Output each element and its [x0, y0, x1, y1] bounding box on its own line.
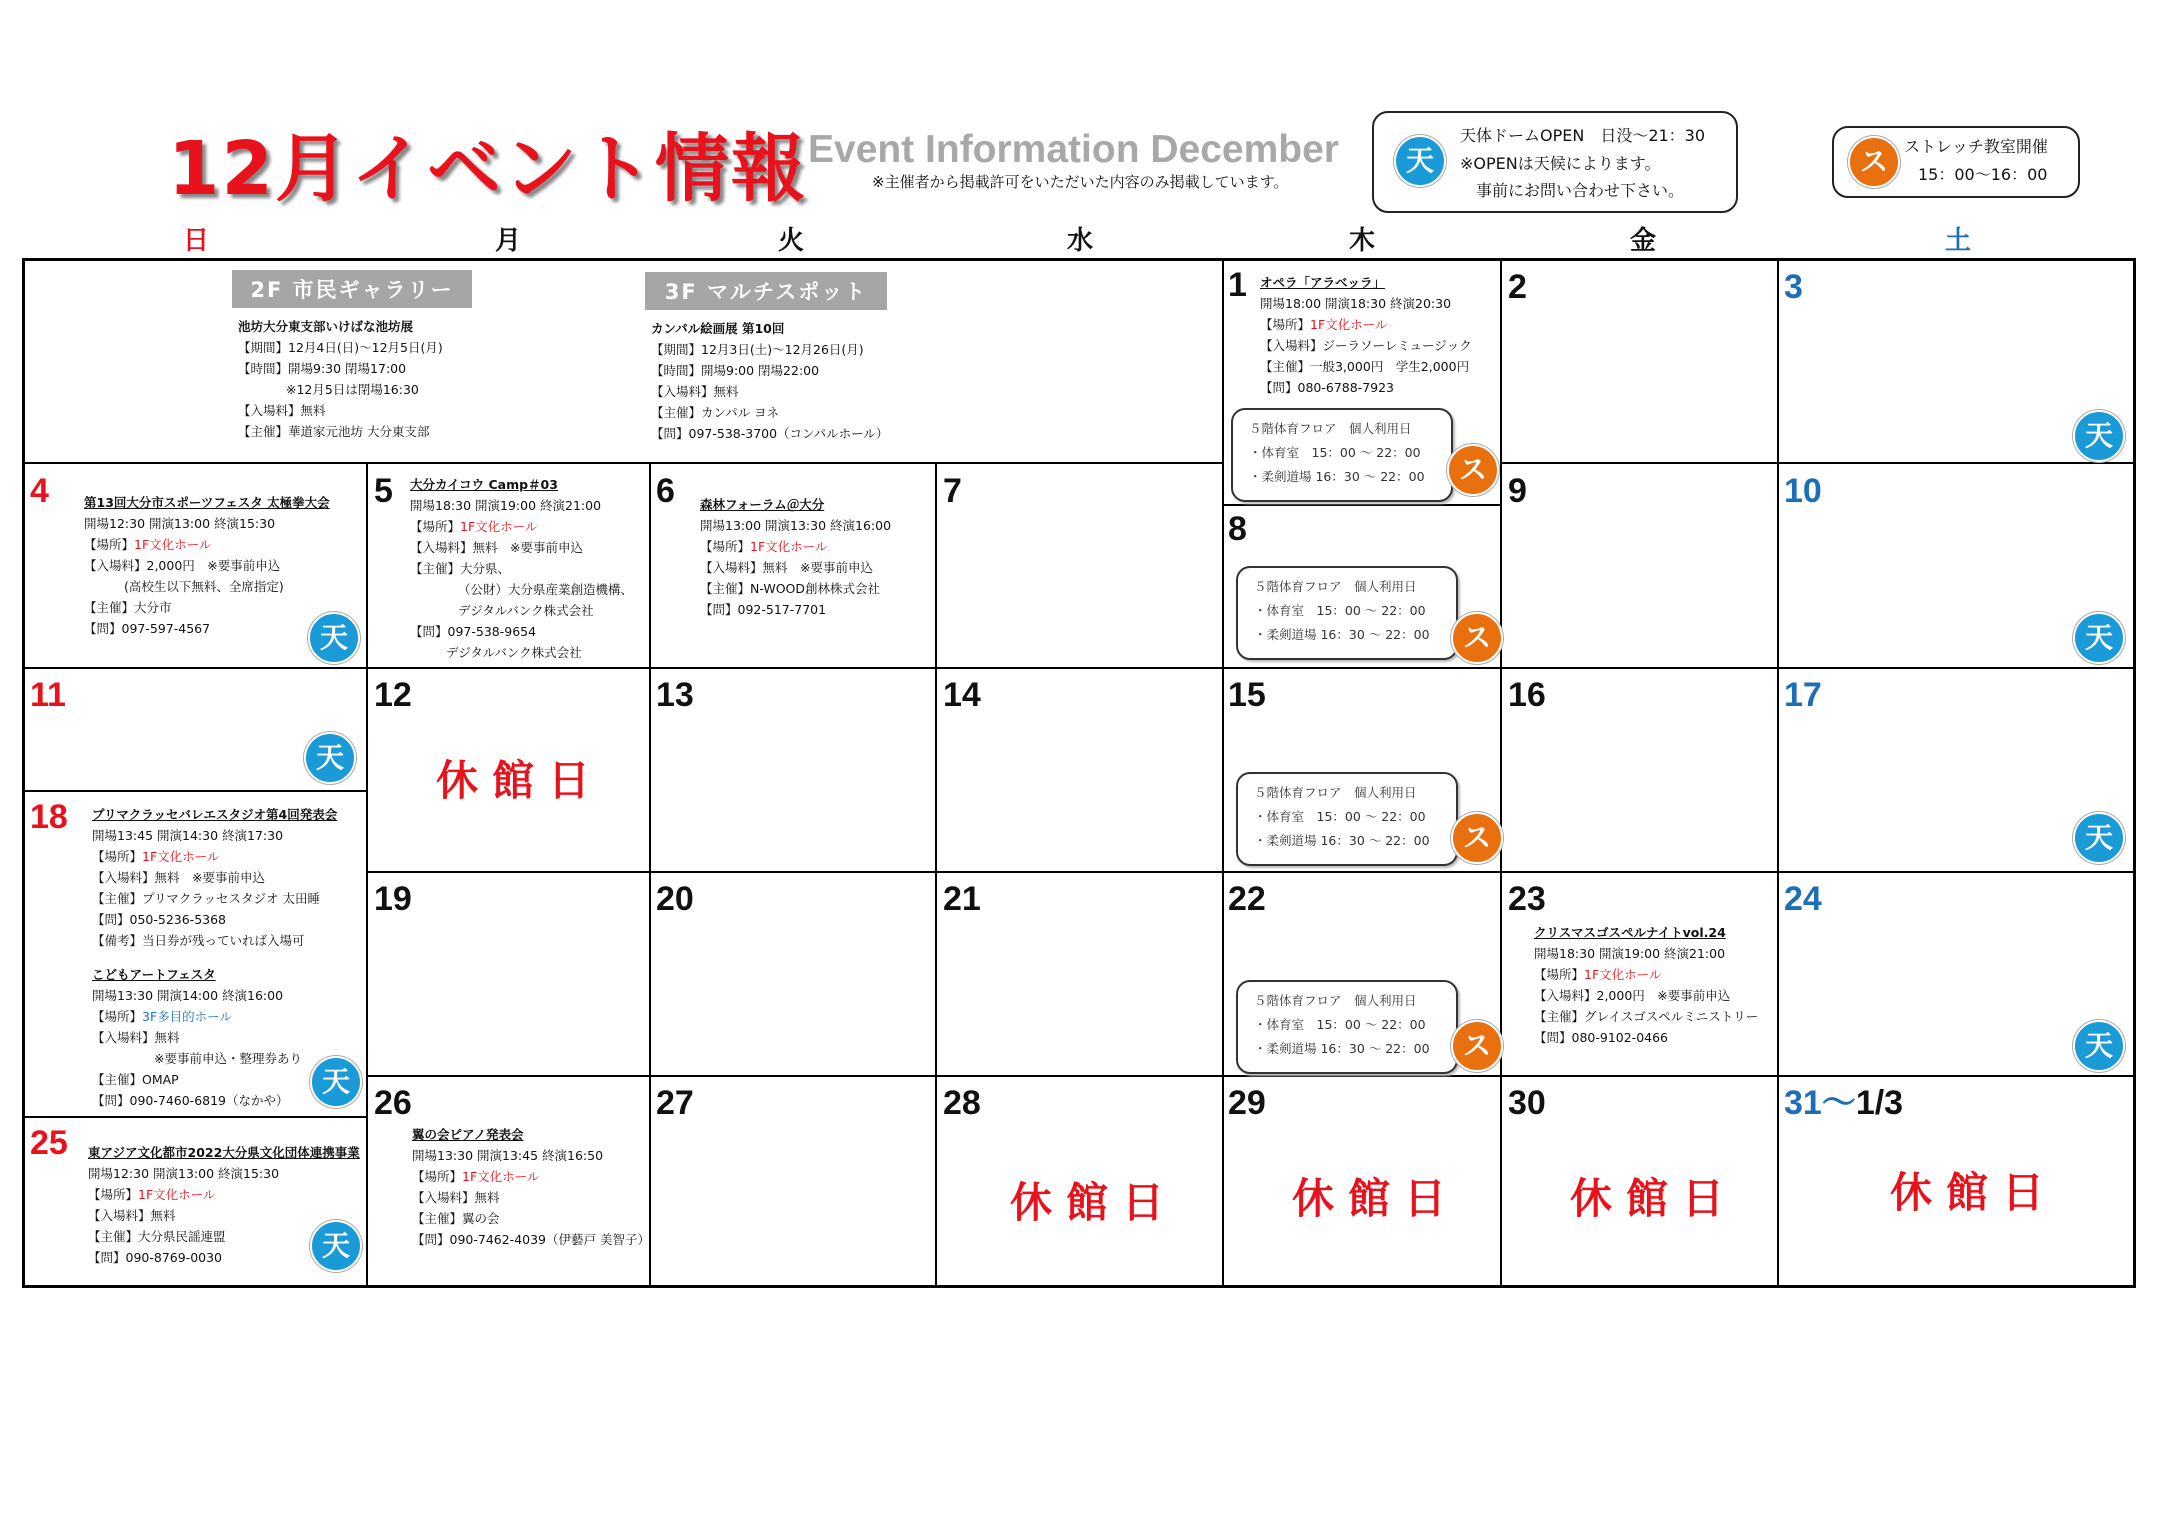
event-line: 【主催】翼の会 [412, 1211, 500, 1226]
observatory-icon: 天 [310, 1220, 362, 1272]
event-line: 【場所】3F多目的ホール [92, 1009, 232, 1024]
event-line: 開場18:30 開演19:00 終演21:00 [1534, 946, 1726, 961]
gallery-2f-header: 2F 市民ギャラリー [232, 270, 472, 308]
grid-line [22, 1116, 368, 1118]
grid-line [1222, 258, 1224, 1288]
weekday-thu: 木 [1348, 226, 1375, 256]
publication-note: ※主催者から掲載許可をいただいた内容のみ掲載しています。 [872, 173, 1289, 191]
stretch-icon: ス [1451, 1020, 1503, 1072]
observatory-icon: 天 [308, 612, 360, 664]
day-number: 8 [1228, 510, 1247, 548]
day-number: 28 [943, 1084, 981, 1122]
event-day1 [1260, 272, 1472, 398]
grid-line [1500, 462, 2136, 464]
event-title: オペラ「アラベッラ」 [1260, 275, 1386, 290]
event-line: 【問】080-9102-0466 [1534, 1030, 1669, 1045]
event-line: 【入場料】2,000円 ※要事前申込 [1534, 988, 1731, 1003]
day-number: 27 [656, 1084, 694, 1122]
day-number: 3 [1784, 268, 1803, 306]
stretch-icon: ス [1451, 812, 1503, 864]
event-day26 [412, 1124, 650, 1250]
day-number: 10 [1784, 472, 1822, 510]
day-number: 15 [1228, 676, 1266, 714]
event-line: 【場所】1F文化ホール [1260, 317, 1388, 332]
event-line: 【入場料】無料 [651, 384, 739, 399]
event-line: 【時間】開場9:00 閉場22:00 [651, 363, 820, 378]
legend-observatory [1372, 111, 1738, 213]
weekday-tue: 火 [777, 226, 804, 256]
day-number: 14 [943, 676, 981, 714]
weekday-sat: 土 [1944, 226, 1971, 256]
event-line: 【時間】開場9:30 閉場17:00 [238, 361, 407, 376]
event-day5 [410, 474, 633, 663]
event-line: 【主催】大分県、 [410, 561, 511, 576]
event-line: 【主催】大分市 [84, 600, 172, 615]
event-line: 【入場料】無料 [88, 1208, 176, 1223]
event-line: 【入場料】ジーラソーレミュージック [1260, 338, 1472, 353]
event-line: 開場18:30 開演19:00 終演21:00 [410, 498, 602, 513]
day-number: 24 [1784, 880, 1822, 918]
event-line: 【入場料】無料 [412, 1190, 500, 1205]
observatory-icon: 天 [1394, 135, 1446, 187]
event-line: ※12月5日は閉場16:30 [286, 382, 419, 397]
closed-label: 休館日 [1890, 1168, 2059, 1217]
closed-label: 休館日 [1010, 1178, 1179, 1227]
event-day18-b [92, 964, 302, 1111]
day-number: 16 [1508, 676, 1546, 714]
day-number: 4 [30, 472, 49, 510]
event-line: 開場12:30 開演13:00 終演15:30 [84, 516, 276, 531]
event-day23 [1534, 922, 1758, 1048]
legend-stretch [1832, 126, 2080, 198]
event-line: 【問】092-517-7701 [700, 602, 827, 617]
gym-box-day15: ５階体育フロア 個人利用日 ・体育室 15：00 ～ 22：00 ・柔剣道場 16：30 ～ 22：00 [1236, 772, 1458, 866]
event-title: 第13回大分市スポーツフェスタ 太極拳大会 [84, 495, 330, 510]
observatory-icon: 天 [304, 732, 356, 784]
event-line: 【入場料】無料 ※要事前申込 [410, 540, 583, 555]
event-line: 【備考】当日券が残っていれば入場可 [92, 933, 305, 948]
gallery-3f-header: 3F マルチスポット [645, 272, 887, 310]
event-line: 開場13:30 開演13:45 終演16:50 [412, 1148, 604, 1163]
day-number: 29 [1228, 1084, 1266, 1122]
range-end: 1/3 [1855, 1084, 1904, 1122]
observatory-icon: 天 [2073, 410, 2125, 462]
event-title: 東アジア文化都市2022大分県文化団体連携事業 [88, 1145, 360, 1160]
day-number: 11 [30, 676, 66, 714]
event-title: 大分カイコウ Camp＃03 [410, 477, 558, 492]
event-title: クリスマスゴスペルナイトvol.24 [1534, 925, 1726, 940]
event-line: 【問】090-8769-0030 [88, 1250, 223, 1265]
event-line: デジタルバンク株式会社 [458, 603, 594, 618]
event-line: 開場13:45 開演14:30 終演17:30 [92, 828, 284, 843]
event-line: 【主催】カンパル ヨネ [651, 405, 780, 420]
event-line: 【問】097-597-4567 [84, 621, 211, 636]
event-line: 開場12:30 開演13:00 終演15:30 [88, 1166, 280, 1181]
grid-line [1222, 504, 1502, 506]
event-line: 【問】080-6788-7923 [1260, 380, 1395, 395]
grid-line [1777, 258, 1779, 1288]
day-number: 7 [943, 472, 962, 510]
event-line: 【問】097-538-9654 [410, 624, 537, 639]
gallery-2f-event [238, 316, 443, 442]
event-line: 【期間】12月3日(土)～12月26日(月) [651, 342, 864, 357]
event-line: 【期間】12月4日(日)～12月5日(月) [238, 340, 443, 355]
event-title: 翼の会ピアノ発表会 [412, 1127, 524, 1142]
legend-observatory-line3: 事前にお問い合わせ下さい。 [1476, 181, 1685, 200]
observatory-icon: 天 [310, 1056, 362, 1108]
observatory-icon: 天 [2073, 612, 2125, 664]
event-line: 【場所】1F文化ホール [84, 537, 212, 552]
event-title: プリマクラッセバレエスタジオ第4回発表会 [92, 807, 338, 822]
event-line: 【入場料】2,000円 ※要事前申込 [84, 558, 281, 573]
event-line: 開場13:30 開演14:00 終演16:00 [92, 988, 284, 1003]
event-line: デジタルバンク株式会社 [446, 645, 582, 660]
event-line: 【場所】1F文化ホール [92, 849, 220, 864]
day-number: 17 [1784, 676, 1822, 714]
grid-line [1500, 258, 1502, 1288]
stretch-icon: ス [1451, 612, 1503, 664]
event-line: 【場所】1F文化ホール [412, 1169, 540, 1184]
legend-stretch-line1: ストレッチ教室開催 [1904, 137, 2048, 156]
grid-line [366, 1075, 2136, 1077]
event-line: (高校生以下無料、全席指定) [124, 579, 284, 594]
legend-stretch-line2: 15：00～16：00 [1918, 165, 2048, 184]
grid-line [22, 462, 1224, 464]
grid-line [22, 667, 2136, 669]
legend-observatory-line2: ※OPENは天候によります。 [1460, 154, 1661, 173]
grid-line [366, 462, 368, 1288]
range-start: 31～ [1784, 1084, 1856, 1122]
event-title: カンパル絵画展 第10回 [651, 321, 785, 336]
event-day4 [84, 492, 330, 639]
day-number: 9 [1508, 472, 1527, 510]
event-line: 【入場料】無料 [92, 1030, 180, 1045]
stretch-icon: ス [1447, 444, 1499, 496]
day-number: 20 [656, 880, 694, 918]
event-line: 【主催】N-WOOD創林株式会社 [700, 581, 881, 596]
event-day18-a [92, 804, 337, 951]
gym-box-day8: ５階体育フロア 個人利用日 ・体育室 15：00 ～ 22：00 ・柔剣道場 16：30 ～ 22：00 [1236, 566, 1458, 660]
grid-line [935, 462, 937, 1288]
event-line: 【主催】華道家元池坊 大分東支部 [238, 424, 430, 439]
gym-box-day22: ５階体育フロア 個人利用日 ・体育室 15：00 ～ 22：00 ・柔剣道場 16：30 ～ 22：00 [1236, 980, 1458, 1074]
event-title: 池坊大分東支部いけばな池坊展 [238, 319, 414, 334]
gallery-3f-event [651, 318, 888, 444]
event-line: 【場所】1F文化ホール [1534, 967, 1662, 982]
event-line: 開場13:00 開演13:30 終演16:00 [700, 518, 892, 533]
day-number: 5 [374, 472, 393, 510]
day-number: 23 [1508, 880, 1546, 918]
event-line: 【主催】一般3,000円 学生2,000円 [1260, 359, 1470, 374]
event-line: 【入場料】無料 [238, 403, 326, 418]
event-line: 【入場料】無料 ※要事前申込 [700, 560, 873, 575]
day-number-range [1784, 1086, 1903, 1120]
gym-box-day1: ５階体育フロア 個人利用日 ・体育室 15：00 ～ 22：00 ・柔剣道場 16：30 ～ 22：00 [1231, 408, 1453, 502]
day-number: 6 [656, 472, 675, 510]
day-number: 1 [1228, 266, 1247, 304]
weekday-sun: 日 [182, 226, 209, 256]
day-number: 13 [656, 676, 694, 714]
event-line: 【場所】1F文化ホール [88, 1187, 216, 1202]
event-line: 【主催】プリマクラッセスタジオ 太田睡 [92, 891, 320, 906]
page-title: 12月イベント情報 [168, 126, 807, 212]
event-line: 【主催】大分県民謡連盟 [88, 1229, 226, 1244]
weekday-fri: 金 [1629, 226, 1656, 256]
event-line: ※要事前申込・整理券あり [154, 1051, 302, 1066]
weekday-mon: 月 [494, 226, 521, 256]
day-number: 25 [30, 1124, 68, 1162]
event-line: 【入場料】無料 ※要事前申込 [92, 870, 265, 885]
day-number: 21 [943, 880, 981, 918]
grid-line [366, 871, 2136, 873]
event-line: （公財）大分県産業創造機構、 [458, 582, 634, 597]
stretch-icon: ス [1848, 136, 1900, 188]
day-number: 19 [374, 880, 412, 918]
observatory-icon: 天 [2073, 812, 2125, 864]
day-number: 2 [1508, 268, 1527, 306]
grid-line [22, 790, 368, 792]
day-number: 12 [374, 676, 412, 714]
event-line: 【問】090-7460-6819（なかや） [92, 1093, 289, 1108]
closed-label: 休館日 [436, 756, 605, 805]
observatory-icon: 天 [2073, 1020, 2125, 1072]
page-subtitle: Event Information December [808, 128, 1339, 171]
event-line: 【場所】1F文化ホール [410, 519, 538, 534]
event-line: 【主催】OMAP [92, 1072, 179, 1087]
closed-label: 休館日 [1292, 1174, 1461, 1223]
legend-observatory-line1: 天体ドームOPEN 日没～21：30 [1460, 126, 1706, 145]
day-number: 18 [30, 798, 68, 836]
event-line: 【問】050-5236-5368 [92, 912, 227, 927]
event-line: 開場18:00 開演18:30 終演20:30 [1260, 296, 1452, 311]
event-line: 【問】090-7462-4039（伊藝戸 美智子） [412, 1232, 650, 1247]
day-number: 22 [1228, 880, 1266, 918]
event-title: こどもアートフェスタ [92, 967, 216, 982]
event-line: 【場所】1F文化ホール [700, 539, 828, 554]
weekday-wed: 水 [1066, 226, 1093, 256]
event-title: 森林フォーラム＠大分 [700, 497, 825, 512]
event-line: 【主催】グレイスゴスペルミニストリー [1534, 1009, 1759, 1024]
day-number: 26 [374, 1084, 412, 1122]
closed-label: 休館日 [1570, 1174, 1739, 1223]
day-number: 30 [1508, 1084, 1546, 1122]
event-day6 [700, 494, 891, 620]
event-line: 【問】097-538-3700（コンパルホール） [651, 426, 889, 441]
